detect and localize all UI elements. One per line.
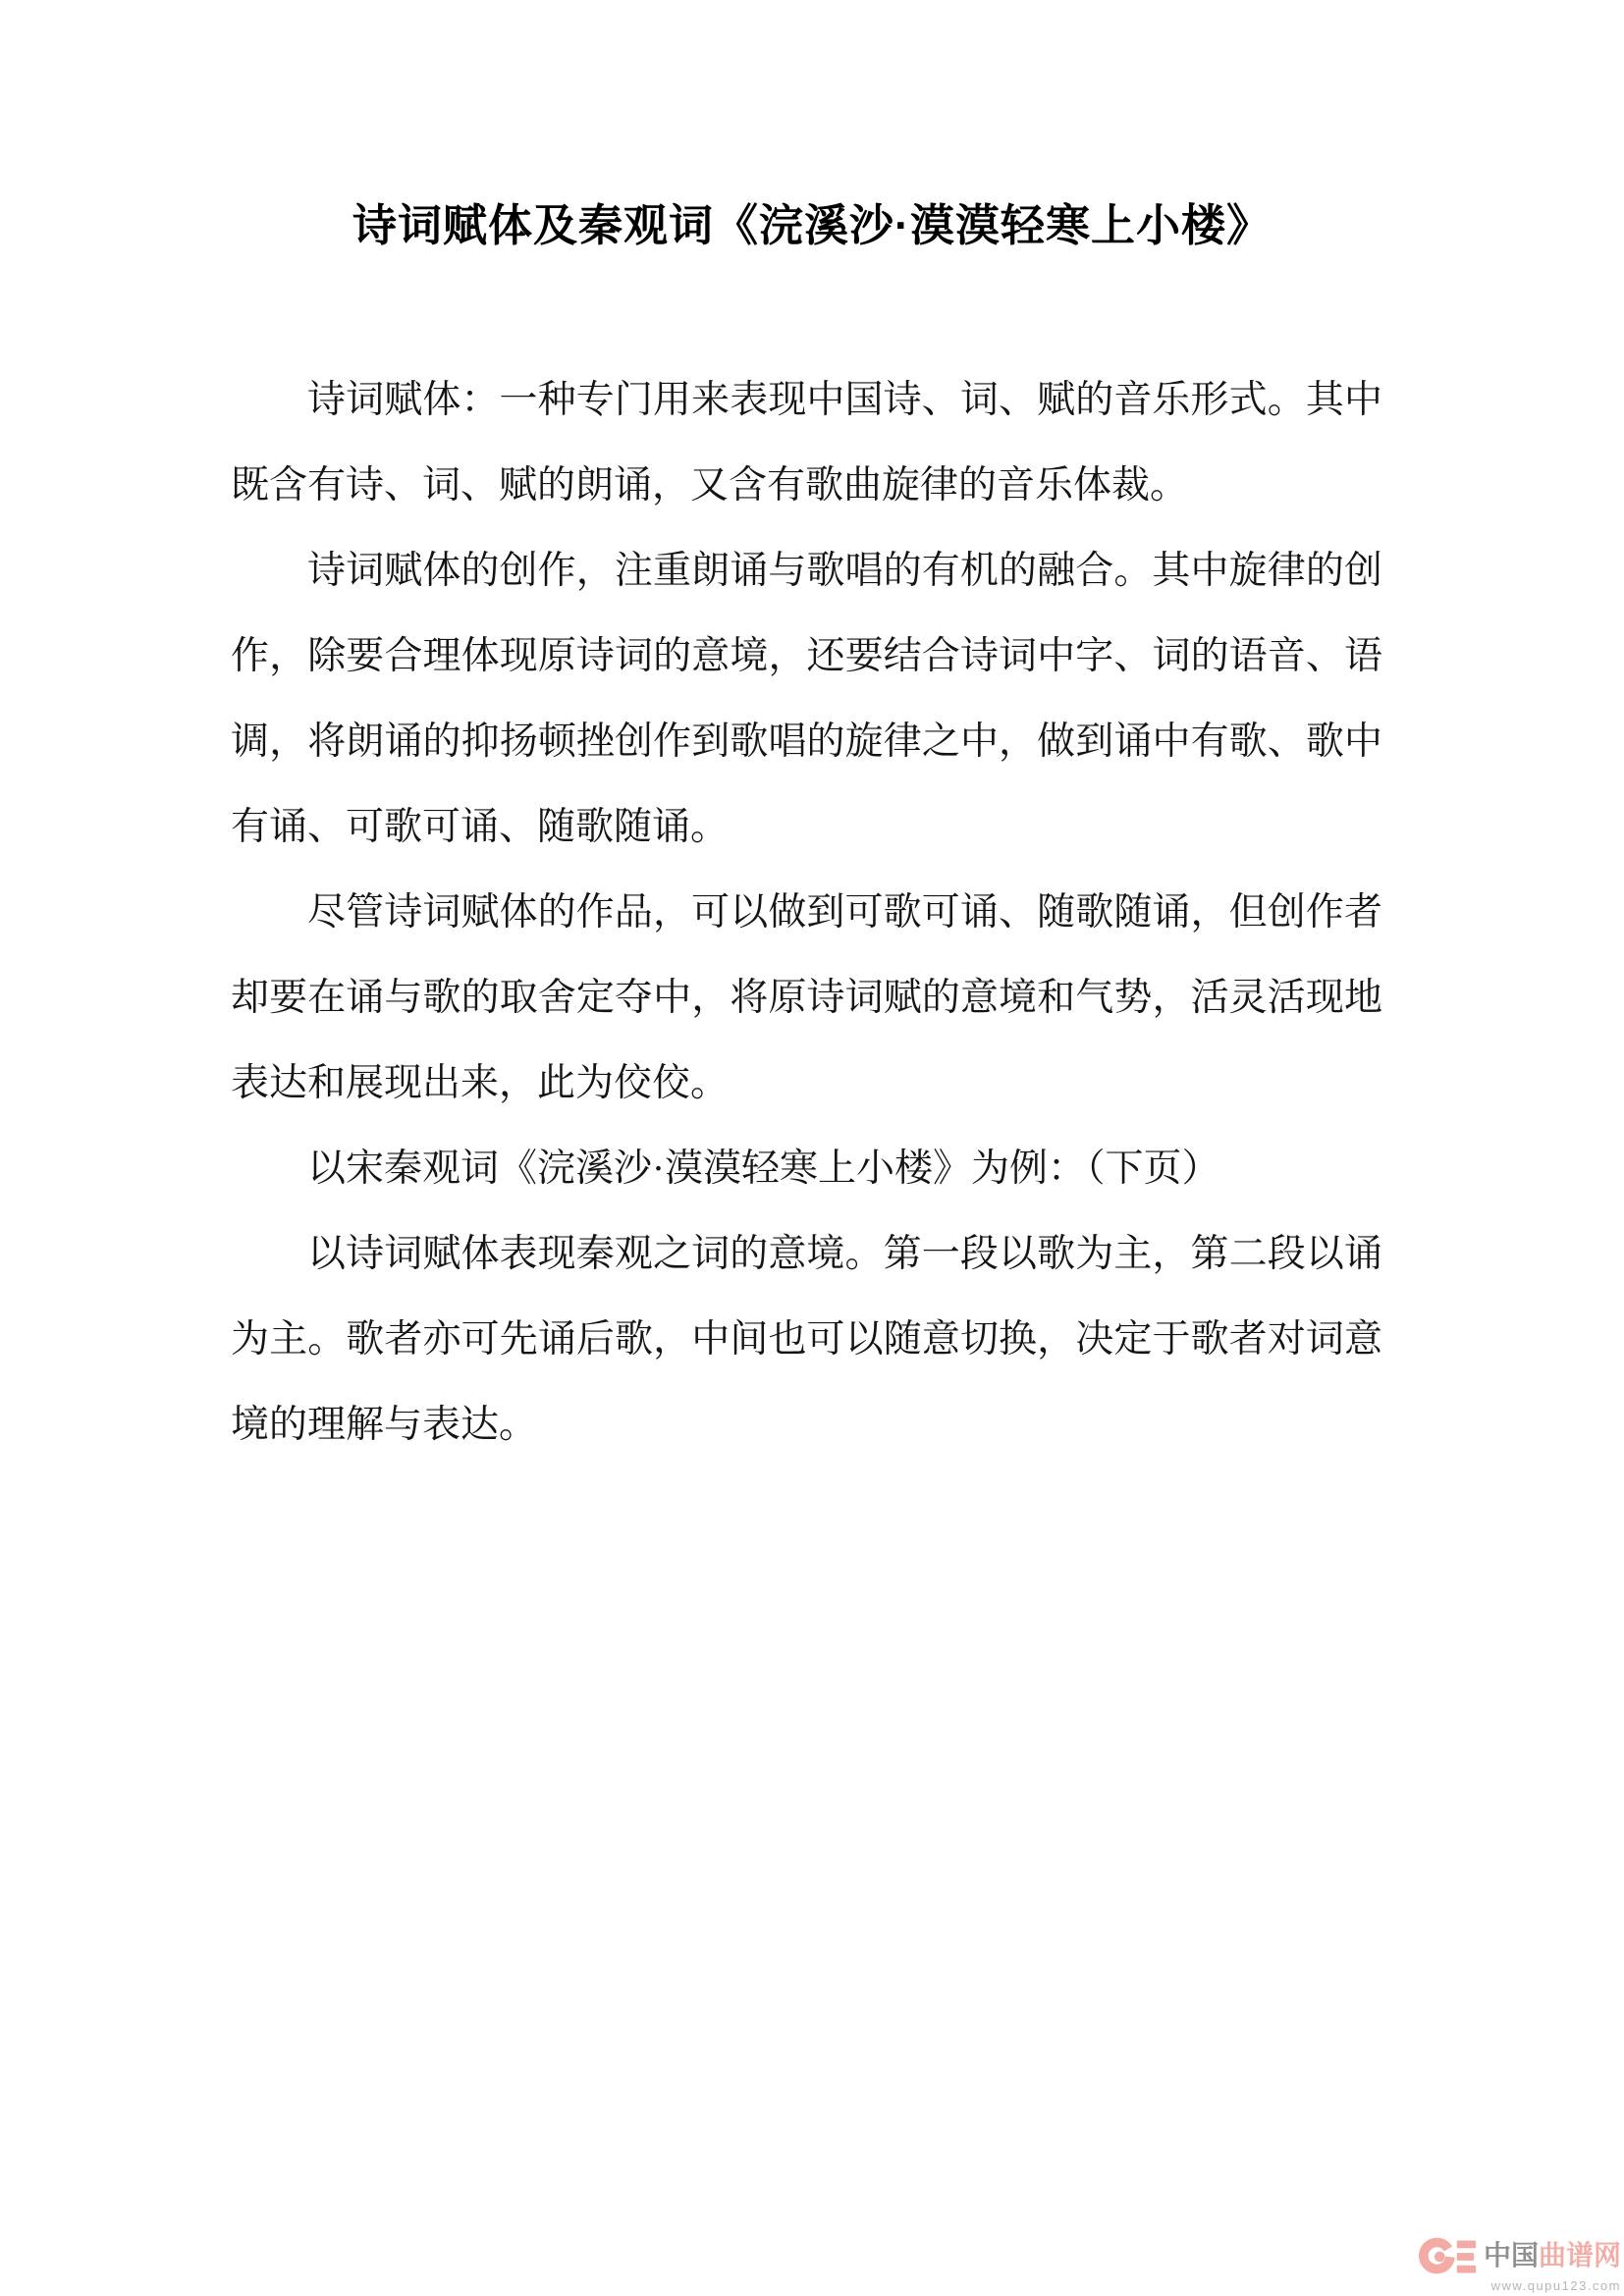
qupu123-logo-icon [1419,2234,1480,2277]
watermark-url: www.qupu123.com [1490,2278,1621,2293]
paragraph-definition: 诗词赋体：一种专门用来表现中国诗、词、赋的音乐形式。其中既含有诗、词、赋的朗诵，又含有歌曲旋律的音乐体裁。 [231,379,1382,507]
paragraph-creation: 诗词赋体的创作，注重朗诵与歌唱的有机的融合。其中旋律的创作，除要合理体现原诗词的意境，还要结合诗词中字、词的语音、语调，将朗诵的抑扬顿挫创作到歌唱的旋律之中，做到诵中有歌、歌中有诵、可歌可诵、随歌随诵。 [231,550,1382,848]
paragraph-tradeoff: 尽管诗词赋体的作品，可以做到可歌可诵、随歌随诵，但创作者却要在诵与歌的取舍定夺中，将原诗词赋的意境和气势，活灵活现地表达和展现出来，此为佼佼。 [231,891,1382,1104]
page-title: 诗词赋体及秦观词《浣溪沙·漠漠轻寒上小楼》 [352,200,1272,250]
watermark-site-name-secondary: 曲谱网 [1538,2239,1621,2270]
watermark-site-name-primary: 中国 [1483,2239,1539,2270]
paragraph-structure: 以诗词赋体表现秦观之词的意境。第一段以歌为主，第二段以诵为主。歌者亦可先诵后歌，中间也可以随意切换，决定于歌者对词意境的理解与表达。 [231,1233,1382,1446]
watermark-row [1393,2234,1621,2277]
watermark-site-name [1484,2241,1621,2271]
watermark [1393,2234,1621,2293]
document-body [231,357,1382,1468]
paragraph-example: 以宋秦观词《浣溪沙·漠漠轻寒上小楼》为例：（下页） [307,1148,1220,1190]
